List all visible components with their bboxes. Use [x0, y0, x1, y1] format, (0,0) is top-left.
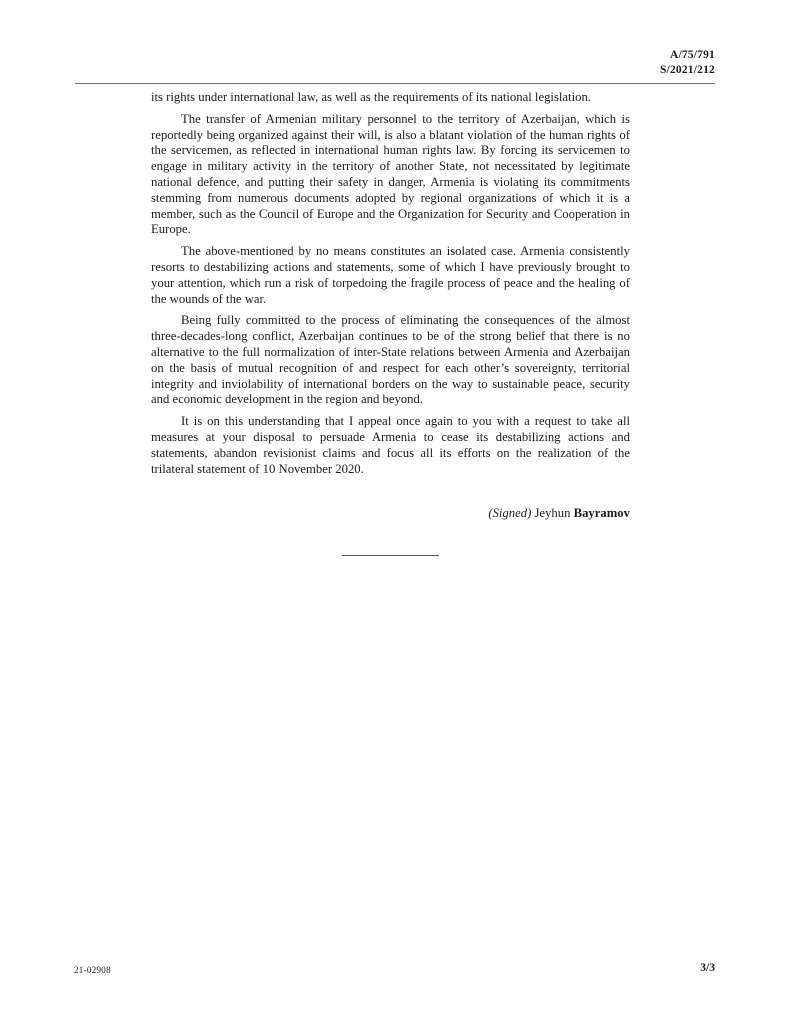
body-paragraph: Being fully committed to the process of eliminating the consequences of the almost three-decades-long conflict, Azerbaijan continues to be of the strong belief that there is no alternative to the full normalization of inter-State relations between Armenia and Azerbaijan on the basis of mutual recognition of and respect for each other’s sovereignty, territorial integrity and inviolability of international borders on the way to sustainable peace, security and economic development in the region and beyond.: [151, 313, 630, 407]
doc-symbol-security-council: S/2021/212: [659, 64, 715, 76]
signed-label: (Signed): [488, 506, 532, 521]
document-body: [151, 90, 630, 556]
body-paragraph: The transfer of Armenian military personnel to the territory of Azerbaijan, which is reportedly being organized against their will, is also a blatant violation of the human rights of the servicemen, as reflected in international human rights law. By forcing its servicemen to engage in military activity in the territory of another State, not necessitated by legitimate national defence, and putting their safety in danger, Armenia is violating its commitments stemming from numerous documents adopted by regional organizations of which it is a member, such as the Council of Europe and the Organization for Security and Cooperation in Europe.: [151, 111, 630, 237]
body-paragraph: The above-mentioned by no means constitutes an isolated case. Armenia consistently resorts to destabilizing actions and statements, some of which I have previously brought to your attention, which run a risk of torpedoing the fragile process of peace and the healing of the wounds of the war.: [151, 244, 630, 306]
signatory-last-name: Bayramov: [573, 506, 630, 521]
job-number: 21-02908: [74, 965, 111, 975]
body-paragraph: It is on this understanding that I appeal once again to you with a request to take all measures at your disposal to persuade Armenia to cease its destabilizing actions and statements, abandon revisionist claims and focus all its efforts on the realization of the trilateral statement of 10 November 2020.: [151, 414, 630, 476]
signatory-first-name: Jeyhun: [531, 506, 574, 521]
body-paragraph-continuation: its rights under international law, as well as the requirements of its national legislation.: [151, 90, 591, 104]
signature-line: [151, 506, 630, 522]
header-rule: [75, 83, 715, 84]
document-symbols: [660, 48, 715, 78]
end-of-document-divider: [342, 555, 439, 556]
doc-symbol-general-assembly: A/75/791: [669, 49, 715, 61]
page-number: 3/3: [700, 962, 715, 974]
